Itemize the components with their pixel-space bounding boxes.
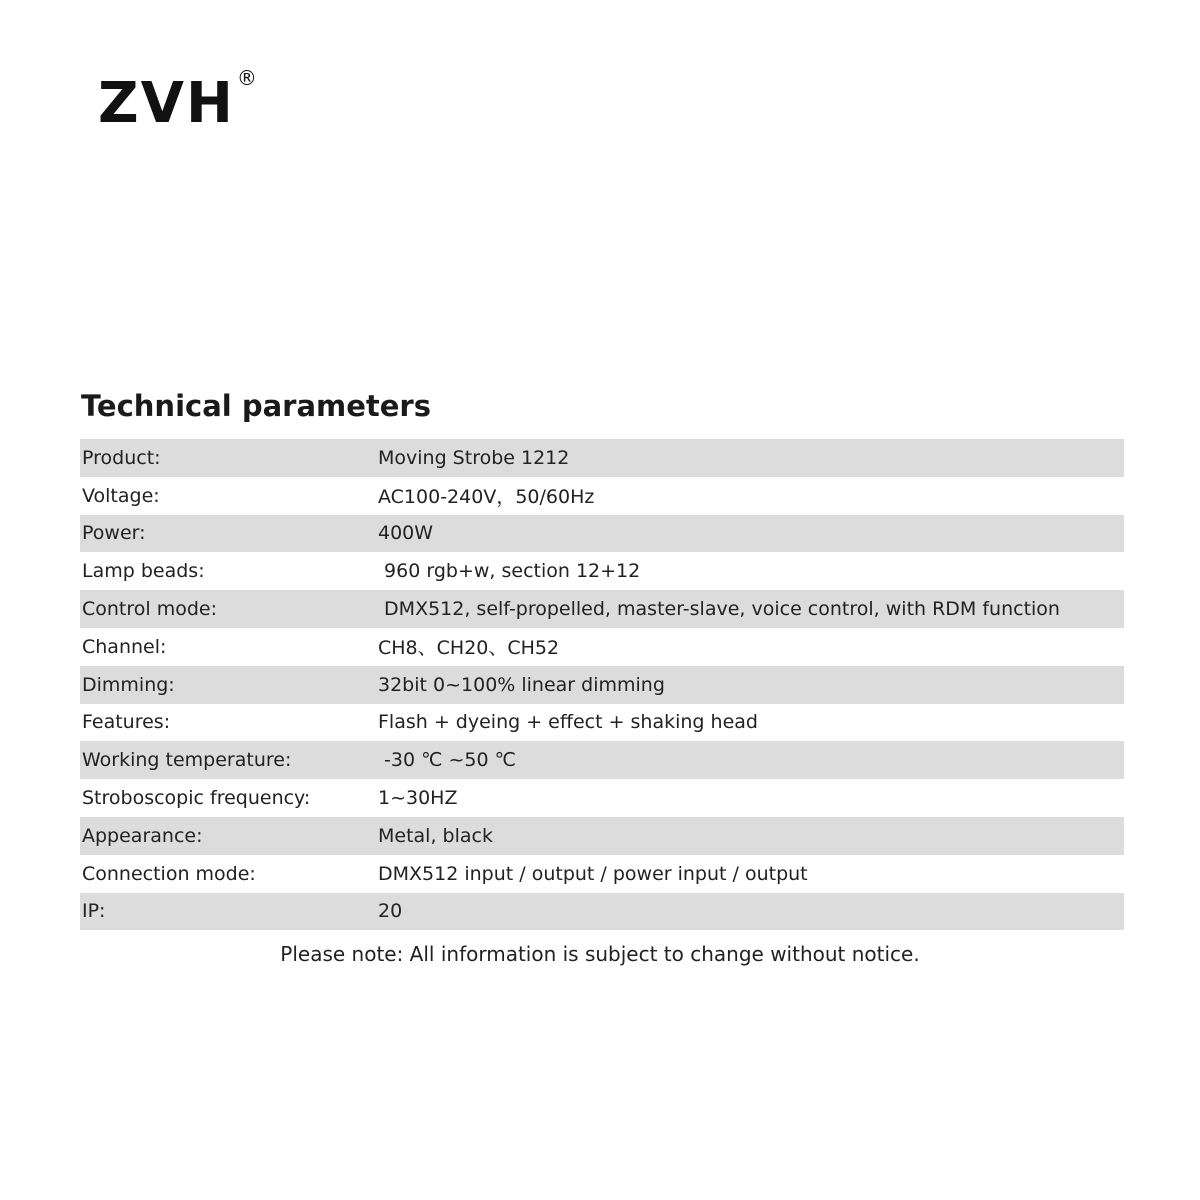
spec-value: -30 ℃ ~50 ℃: [378, 749, 516, 772]
spec-value: 400W: [378, 522, 434, 545]
spec-row-control-mode: [80, 590, 1124, 628]
spec-row-features: [80, 704, 1124, 742]
spec-value: Moving Strobe 1212: [378, 446, 570, 469]
spec-label: IP:: [82, 900, 106, 923]
spec-value: Flash + dyeing + effect + shaking head: [378, 711, 758, 734]
logo-text: ZVH: [98, 71, 235, 136]
spec-label: Appearance:: [82, 824, 203, 847]
spec-value: CH8、CH20、CH52: [378, 637, 560, 660]
spec-label: Dimming:: [82, 673, 175, 696]
disclaimer-note: Please note: All information is subject to change without notice.: [280, 942, 920, 966]
spec-row-connection-mode: [80, 855, 1124, 893]
spec-value: 20: [378, 900, 403, 923]
spec-label: Power:: [82, 522, 146, 545]
spec-row-appearance: [80, 817, 1124, 855]
spec-row-power: [80, 515, 1124, 553]
section-title: Technical parameters: [81, 389, 431, 423]
spec-label: Stroboscopic frequency:: [82, 787, 311, 810]
spec-value: AC100-240V，50/60Hz: [378, 486, 595, 509]
spec-label: Voltage:: [82, 484, 160, 507]
spec-value: 32bit 0~100% linear dimming: [378, 673, 665, 696]
spec-label: Connection mode:: [82, 862, 256, 885]
spec-value: DMX512 input / output / power input / output: [378, 862, 808, 885]
spec-label: Lamp beads:: [82, 560, 205, 583]
spec-row-working-temperature: [80, 741, 1124, 779]
spec-value: Metal, black: [378, 824, 493, 847]
brand-logo: [98, 66, 257, 136]
spec-label: Channel:: [82, 635, 167, 658]
spec-row-lamp-beads: [80, 552, 1124, 590]
spec-label: Working temperature:: [82, 749, 292, 772]
spec-label: Product:: [82, 446, 161, 469]
spec-value: 1~30HZ: [378, 787, 458, 810]
spec-label: Features:: [82, 711, 171, 734]
spec-row-ip: [80, 893, 1124, 931]
spec-label: Control mode:: [82, 598, 218, 621]
spec-row-channel: [80, 628, 1124, 666]
spec-row-stroboscopic-frequency: [80, 779, 1124, 817]
spec-row-dimming: [80, 666, 1124, 704]
spec-row-product: [80, 439, 1124, 477]
spec-value: DMX512, self-propelled, master-slave, voice control, with RDM function: [378, 598, 1060, 621]
spec-table: [80, 439, 1124, 930]
registered-mark-icon: ®: [236, 66, 257, 90]
spec-row-voltage: [80, 477, 1124, 515]
spec-value: 960 rgb+w, section 12+12: [378, 560, 641, 583]
